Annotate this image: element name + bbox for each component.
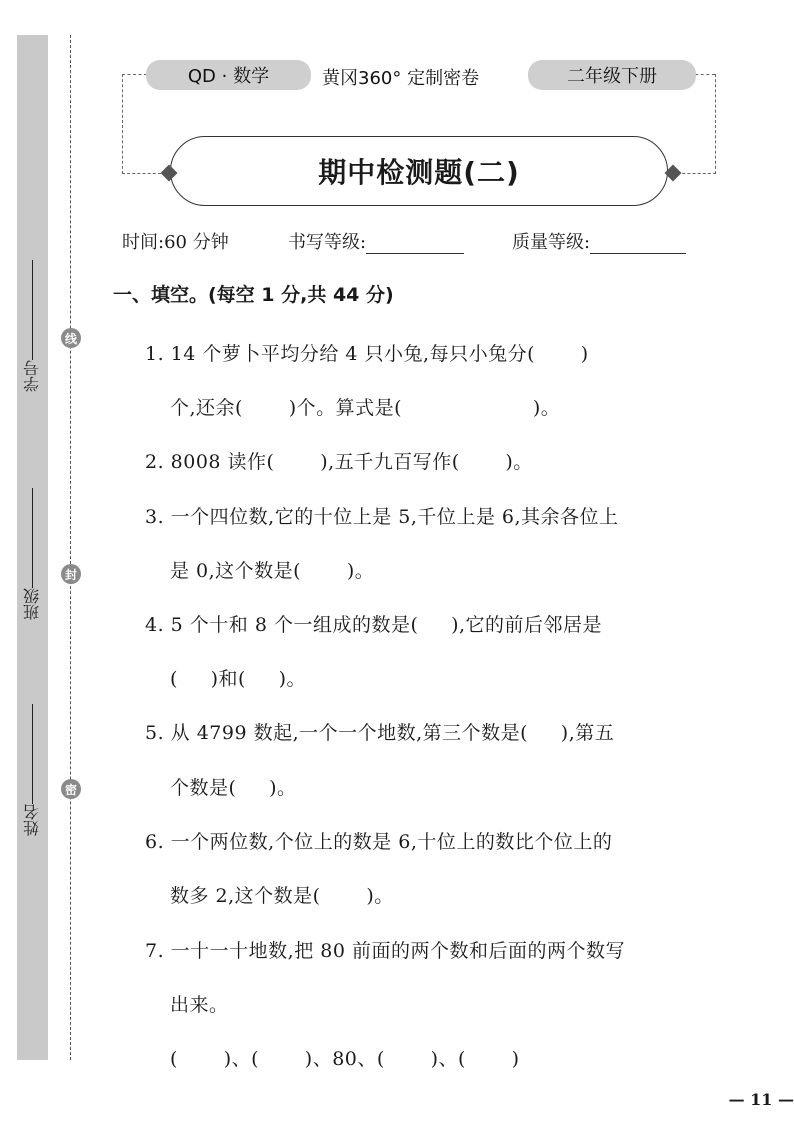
seal-feng: 封 (61, 564, 81, 584)
page-number: — 11 — (728, 1090, 794, 1109)
name-field (20, 676, 44, 836)
series-title: 黄冈360° 定制密卷 (322, 68, 480, 89)
grade-pill: 二年级下册 (528, 60, 696, 90)
writing-grade-blank[interactable] (366, 235, 464, 254)
student-id-label: 学号 (22, 360, 42, 392)
header-dash-left-vertical (122, 74, 123, 174)
writing-grade (288, 228, 464, 254)
q2-line1: 2. 8008 读作( ),五千九百写作( )。 (145, 451, 533, 473)
q7-line3: ( )、( )、80、( )、( ) (170, 1048, 520, 1070)
student-id-line[interactable] (31, 260, 34, 360)
title-frame (170, 136, 668, 206)
exam-title: 期中检测题(二) (318, 156, 520, 189)
quality-grade-blank[interactable] (590, 235, 686, 254)
section-heading: 一、填空。(每空 1 分,共 44 分) (113, 284, 394, 306)
q1-line2: 个,还余( )个。算式是( )。 (170, 397, 561, 419)
q4-line1: 4. 5 个十和 8 个一组成的数是( ),它的前后邻居是 (145, 614, 603, 636)
q5-line2: 个数是( )。 (170, 777, 297, 799)
class-field (20, 460, 44, 620)
class-line[interactable] (31, 488, 34, 588)
binding-dashed-line (70, 35, 71, 1060)
title-dash-left (122, 173, 166, 174)
name-line[interactable] (31, 704, 34, 804)
header-dash-left (122, 74, 147, 75)
student-id-field (20, 232, 44, 392)
quality-grade (512, 228, 686, 254)
q7-line1: 7. 一十一十地数,把 80 前面的两个数和后面的两个数写 (145, 940, 625, 962)
writing-grade-label: 书写等级: (288, 232, 367, 253)
q7-line2: 出来。 (170, 994, 229, 1016)
q6-line1: 6. 一个两位数,个位上的数是 6,十位上的数比个位上的 (145, 831, 613, 853)
header-dash-right (695, 74, 715, 75)
seal-xian: 线 (61, 328, 81, 348)
q5-line1: 5. 从 4799 数起,一个一个地数,第三个数是( ),第五 (145, 722, 615, 744)
q3-line2: 是 0,这个数是( )。 (170, 560, 375, 582)
q4-line2: ( )和( )。 (170, 668, 307, 690)
time-limit: 时间:60 分钟 (122, 232, 229, 253)
subject-pill: QD · 数学 (146, 60, 311, 90)
name-label: 姓名 (22, 804, 42, 836)
quality-grade-label: 质量等级: (512, 232, 591, 253)
class-label: 班级 (22, 588, 42, 620)
seal-mi: 密 (61, 779, 81, 799)
q3-line1: 3. 一个四位数,它的十位上是 5,千位上是 6,其余各位上 (145, 506, 619, 528)
header-dash-right-vertical (715, 74, 716, 174)
q6-line2: 数多 2,这个数是( )。 (170, 885, 394, 907)
q1-line1: 1. 14 个萝卜平均分给 4 只小兔,每只小兔分( ) (145, 343, 589, 365)
